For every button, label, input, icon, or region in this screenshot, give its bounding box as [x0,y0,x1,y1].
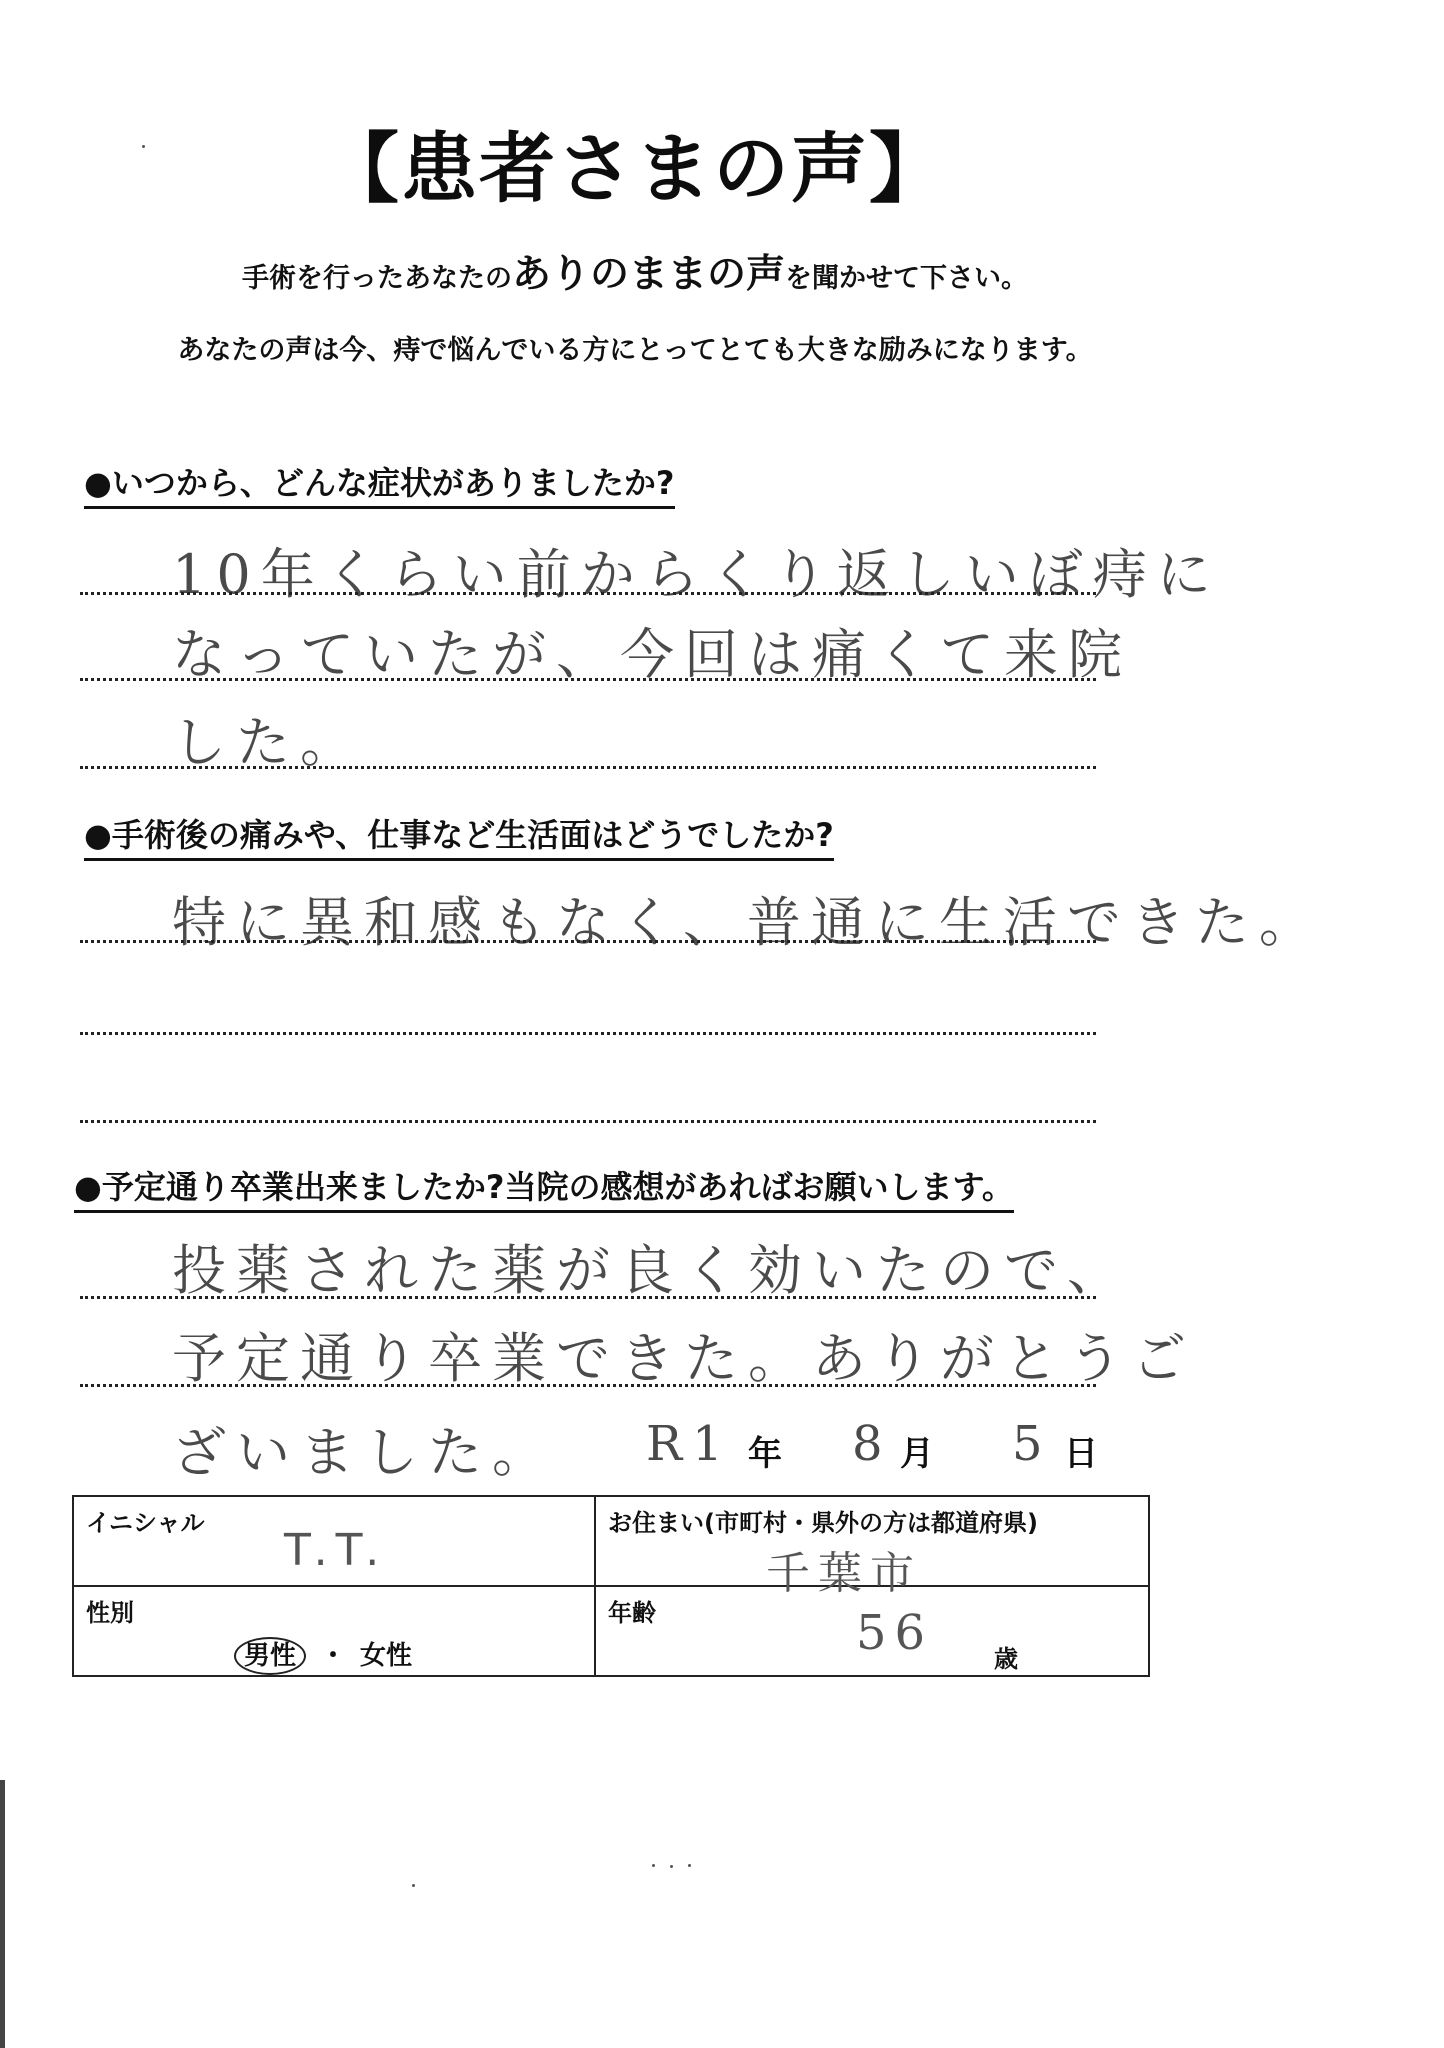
answer-2-rule-2 [80,1032,1096,1035]
age-unit: 歳 [994,1645,1018,1673]
answer-3-rule-2 [80,1384,1096,1387]
age-label: 年齢 [608,1599,656,1627]
initial-cell [73,1496,595,1586]
age-cell [595,1586,1149,1676]
date-day-label: 日 [1064,1434,1098,1474]
address-value: 千葉市 [766,1548,922,1599]
scan-speck [670,1865,673,1868]
page-title: 【患者さまの声】 [323,124,947,213]
intro-line-1-emphasis: ありのままの声 [511,252,785,297]
answer-1-line-3: した。 [172,711,364,774]
gender-option-male: 男性 [234,1637,306,1675]
date-era-year: R1 [646,1416,733,1472]
scan-edge-mark [0,1780,5,2048]
patient-info-table [72,1495,1150,1677]
initial-value: T.T. [284,1525,388,1576]
answer-1-rule-3 [80,766,1096,769]
age-value: 56 [856,1605,934,1661]
intro-line-1-pre: 手術を行ったあなたの [241,263,512,294]
intro-line-2: あなたの声は今、痔で悩んでいる方にとってとても大きな励みになります。 [177,335,1093,366]
gender-separator: ・ [320,1641,347,1671]
intro-line-1-post: を聞かせて下さい。 [785,263,1028,294]
scan-speck [142,145,145,148]
answer-1-line-1: 10年くらい前からくり返しいぼ痔に [172,543,1221,606]
initial-label: イニシャル [86,1509,205,1537]
gender-label: 性別 [86,1599,134,1627]
scan-speck [688,1864,691,1867]
answer-2-rule-1 [80,940,1096,943]
gender-options [234,1635,412,1675]
scan-speck [652,1864,655,1867]
question-1-label: ●いつから、どんな症状がありましたか? [84,458,675,509]
answer-3-rule-1 [80,1296,1096,1299]
answer-1-line-2: なっていたが、今回は痛くて来院 [172,623,1132,686]
question-3-label: ●予定通り卒業出来ましたか?当院の感想があればお願いします。 [74,1162,1014,1213]
answer-3-line-2: 予定通り卒業できた。ありがとうご [172,1327,1196,1390]
answer-2-line-1: 特に異和感もなく、普通に生活できた。 [172,891,1323,954]
date-day: 5 [1012,1416,1053,1472]
intro-line-1 [0,243,1270,299]
question-2-label: ●手術後の痛みや、仕事など生活面はどうでしたか? [84,810,834,861]
answer-1-rule-2 [80,678,1096,681]
gender-cell [73,1586,595,1676]
date-year-label: 年 [748,1434,782,1474]
address-cell [595,1496,1149,1599]
answer-3-line-3: ざいました。 [172,1421,556,1484]
answer-2-rule-3 [80,1120,1096,1123]
answer-3-line-1: 投薬された薬が良く効いたので、 [172,1239,1131,1302]
answer-1-rule-1 [80,592,1096,595]
date-month-label: 月 [900,1434,934,1474]
gender-option-female: 女性 [360,1641,413,1671]
date-month: 8 [852,1416,893,1472]
scan-speck [412,1884,415,1887]
address-label: お住まい(市町村・県外の方は都道府県) [608,1509,1038,1537]
